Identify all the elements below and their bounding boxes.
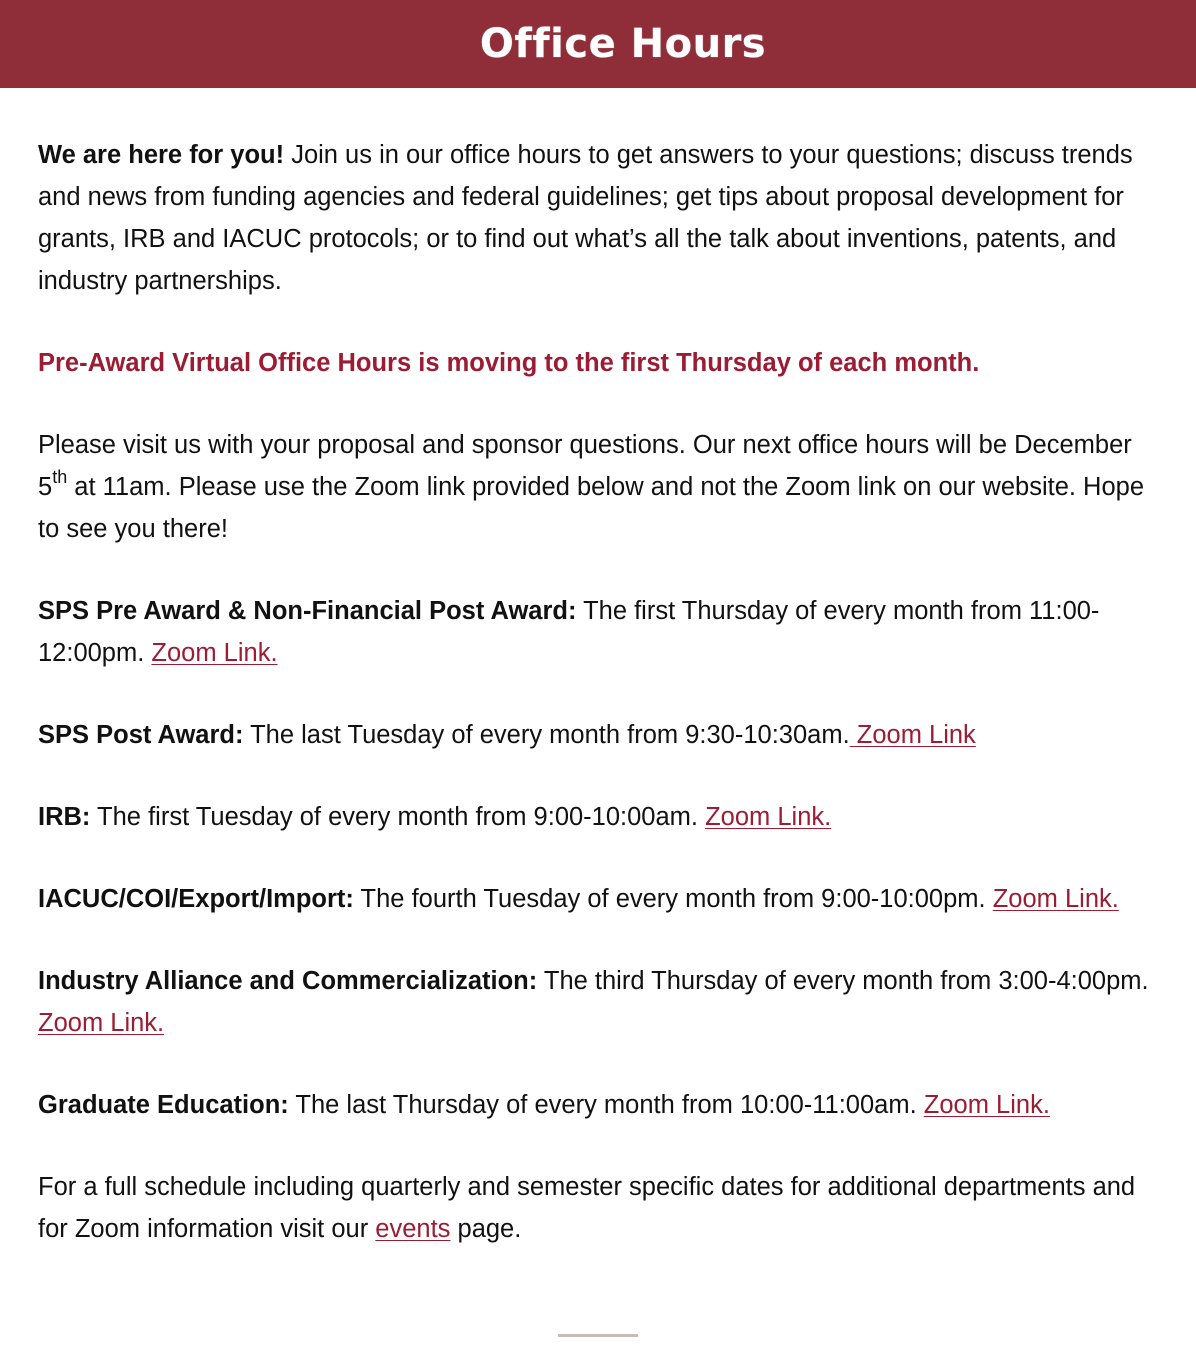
schedule-item-graduate-education	[38, 1084, 1158, 1126]
schedule-item-irb	[38, 796, 1158, 838]
schedule-label: IRB:	[38, 803, 91, 831]
next-session-text-after: at 11am. Please use the Zoom link provided below and not the Zoom link on our website. Hope to see you there!	[38, 473, 1145, 543]
schedule-text: The last Tuesday of every month from 9:30-10:30am.	[243, 721, 850, 749]
schedule-label: SPS Pre Award & Non-Financial Post Award:	[38, 597, 577, 625]
zoom-link-graduate-education[interactable]: Zoom Link.	[923, 1091, 1050, 1119]
zoom-link-iacuc[interactable]: Zoom Link.	[992, 885, 1119, 913]
notice-paragraph: Pre-Award Virtual Office Hours is moving to the first Thursday of each month.	[38, 349, 980, 377]
main-content	[0, 88, 1196, 1250]
schedule-label: Graduate Education:	[38, 1091, 289, 1119]
schedule-text: The third Thursday of every month from 3:00-4:00pm.	[537, 967, 1149, 995]
zoom-link-irb[interactable]: Zoom Link.	[705, 803, 832, 831]
schedule-text: The fourth Tuesday of every month from 9:00-10:00pm.	[353, 885, 993, 913]
next-session-paragraph	[38, 424, 1158, 550]
next-session-superscript: th	[52, 467, 68, 487]
footer-text-before: For a full schedule including quarterly and semester specific dates for additional departments and for Zoom information visit our	[38, 1173, 1136, 1243]
footer-paragraph	[38, 1166, 1158, 1250]
zoom-link-sps-pre-award[interactable]: Zoom Link.	[151, 639, 278, 667]
schedule-item-industry-alliance	[38, 960, 1158, 1044]
schedule-text: The last Thursday of every month from 10:00-11:00am.	[288, 1091, 924, 1119]
schedule-item-iacuc	[38, 878, 1158, 920]
schedule-label: IACUC/COI/Export/Import:	[38, 885, 354, 913]
schedule-item-sps-pre-award	[38, 590, 1158, 674]
intro-paragraph	[38, 134, 1158, 302]
page-title: Office Hours	[479, 21, 767, 67]
footer-text-after: page.	[450, 1215, 522, 1243]
schedule-label: Industry Alliance and Commercialization:	[38, 967, 538, 995]
intro-text: Join us in our office hours to get answers to your questions; discuss trends and news from funding agencies and federal guidelines; get tips about proposal development for grants, IRB and IACUC protocols; or to find out what’s all the talk about inventions, patents, and industry partnerships.	[38, 141, 1133, 295]
events-link[interactable]: events	[375, 1215, 451, 1243]
zoom-link-sps-post-award[interactable]: Zoom Link	[849, 721, 976, 749]
header-banner	[0, 0, 1196, 88]
next-session-text-before: Please visit us with your proposal and sponsor questions. Our next office hours will be December 5	[38, 431, 1132, 501]
bottom-divider	[558, 1334, 638, 1337]
intro-bold: We are here for you!	[38, 141, 285, 169]
schedule-text: The first Thursday of every month from 11:00-12:00pm.	[38, 597, 1100, 667]
schedule-label: SPS Post Award:	[38, 721, 244, 749]
zoom-link-industry-alliance[interactable]: Zoom Link.	[38, 1009, 165, 1037]
schedule-text: The first Tuesday of every month from 9:00-10:00am.	[90, 803, 706, 831]
schedule-item-sps-post-award	[38, 714, 1158, 756]
